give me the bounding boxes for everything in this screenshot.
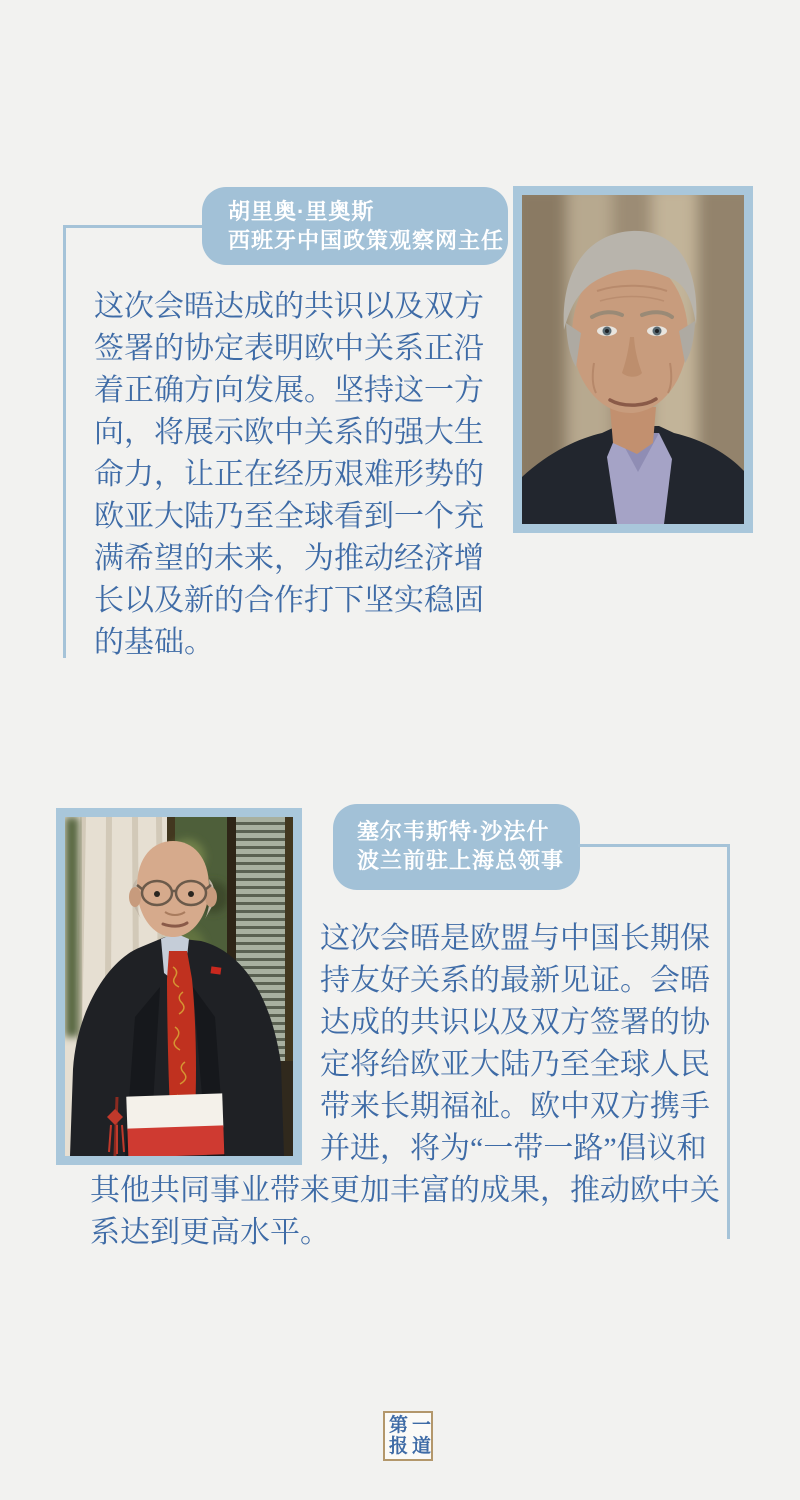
card1-speaker-name: 胡里奥·里奥斯 [228, 199, 375, 224]
card1-connector-vertical [63, 225, 66, 658]
card2-quote-text [90, 918, 730, 1254]
logo-row-1: 第一 [389, 1415, 436, 1436]
card1-speaker-title: 西班牙中国政策观察网主任 [228, 228, 505, 253]
first-report-logo [383, 1411, 436, 1461]
logo-row-2: 报道 [389, 1436, 436, 1457]
card2-speaker-name: 塞尔韦斯特·沙法什 [357, 819, 550, 844]
card1-quote-text: 这次会晤达成的共识以及双方签署的协定表明欧中关系正沿着正确方向发展。坚持这一方向，将展示欧中关系的强大生命力，让正在经历艰难形势的欧亚大陆乃至全球看到一个充满希望的未来，为推动经济增长以及新的合作打下坚实稳固的基础。 [94, 290, 484, 659]
card2-quote-text-content: 这次会晤是欧盟与中国长期保持友好关系的最新见证。会晤达成的共识以及双方签署的协定将给欧亚大陆乃至全球人民带来长期福祉。欧中双方携手并进，将为“一带一路”倡议和其他共同事业带来更加丰富的成果，推动欧中关系达到更高水平。 [90, 922, 720, 1249]
card1-speaker-badge [202, 187, 508, 265]
card2-connector-horizontal [578, 844, 730, 847]
card1-connector-horizontal [63, 225, 205, 228]
card2-speaker-title: 波兰前驻上海总领事 [357, 848, 565, 873]
card1-speaker-photo [513, 186, 753, 533]
card2-photo-text-wrap-spacer [90, 918, 320, 1170]
portrait-gray-haired-man [522, 195, 744, 524]
card2-speaker-badge [333, 804, 580, 890]
